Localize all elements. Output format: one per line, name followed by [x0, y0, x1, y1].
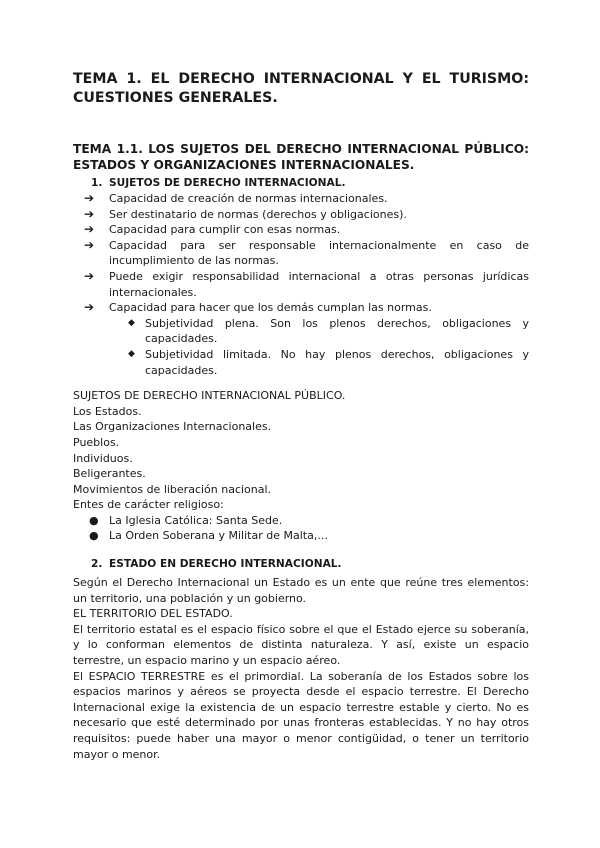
list-item — [73, 238, 529, 269]
list-item — [73, 513, 529, 529]
list-item-text: La Orden Soberana y Militar de Malta,... — [109, 529, 328, 543]
subject-item: Beligerantes. — [73, 467, 146, 481]
arrow-icon: ➔ — [84, 300, 95, 315]
section-1-title: SUJETOS DE DERECHO INTERNACIONAL. — [109, 177, 346, 189]
subject-item: Pueblos. — [73, 435, 120, 449]
list-item-text: Puede exigir responsabilidad internacional a otras personas jurídicas internacionales. — [109, 269, 529, 299]
section-1-heading — [73, 175, 529, 191]
list-item — [73, 222, 529, 238]
subjectivity-list — [73, 316, 529, 378]
capacities-list — [73, 191, 529, 316]
subject-item: Entes de carácter religioso: — [73, 498, 224, 512]
paragraph: El ESPACIO TERRESTRE es el primordial. La soberanía de los Estados sobre los espacios marinos y aéreos se proyecta desde el espacio terrestre. El Derecho Internacional exige la existencia de un espacio terrestre estable y cierto. No es necesario que esté determinado por unas fronteras establecidas. Y no hay otros requisitos: puede haber una mayor o menor contigüidad, o tener un territorio mayor o menor. — [73, 669, 529, 761]
list-item — [73, 316, 529, 347]
section-2-number: 2. — [91, 558, 103, 571]
paragraph: EL TERRITORIO DEL ESTADO. — [73, 607, 233, 621]
list-item-text: Ser destinatario de normas (derechos y obligaciones). — [109, 207, 407, 221]
list-item-text: Capacidad para ser responsable internacionalmente en caso de incumplimiento de las normas. — [109, 238, 529, 268]
list-item — [73, 300, 529, 316]
paragraph: Según el Derecho Internacional un Estado es un ente que reúne tres elementos: un territorio, una población y un gobierno. — [73, 576, 529, 605]
paragraph: El territorio estatal es el espacio físico sobre el que el Estado ejerce su soberanía, y lo conforman elementos de distinta naturaleza. Y así, existe un espacio terrestre, un espacio marino y un espacio aéreo. — [73, 622, 529, 668]
list-item — [73, 528, 529, 544]
bullet-dot-icon: ● — [89, 529, 99, 543]
section-2-heading — [73, 556, 529, 572]
list-item-text: Capacidad para hacer que los demás cumplan las normas. — [109, 301, 432, 315]
list-item — [73, 347, 529, 378]
bullet-dot-icon: ● — [89, 513, 99, 527]
subjects-heading: SUJETOS DE DERECHO INTERNACIONAL PÚBLICO. — [73, 389, 346, 403]
list-item — [73, 269, 529, 300]
religious-entities-list — [73, 513, 529, 544]
list-item-text: Subjetividad plena. Son los plenos derechos, obligaciones y capacidades. — [145, 316, 529, 346]
list-item — [73, 191, 529, 207]
document-subtitle: TEMA 1.1. LOS SUJETOS DEL DERECHO INTERNACIONAL PÚBLICO: ESTADOS Y ORGANIZACIONES INTERNACIONALES. — [73, 142, 529, 172]
subject-item: Movimientos de liberación nacional. — [73, 482, 272, 496]
section-2-title: ESTADO EN DERECHO INTERNACIONAL. — [109, 558, 342, 571]
arrow-icon: ➔ — [84, 191, 95, 205]
subject-item: Los Estados. — [73, 404, 142, 418]
diamond-icon: ◆ — [128, 348, 135, 359]
list-item-text: Capacidad para cumplir con esas normas. — [109, 223, 341, 237]
subject-item: Individuos. — [73, 451, 133, 465]
arrow-icon: ➔ — [84, 206, 95, 221]
arrow-icon: ➔ — [84, 268, 95, 283]
list-item-text: La Iglesia Católica: Santa Sede. — [109, 513, 283, 527]
list-item-text: Capacidad de creación de normas internacionales. — [109, 192, 388, 205]
arrow-icon: ➔ — [84, 222, 95, 237]
list-item — [73, 207, 529, 223]
section-1-number: 1. — [91, 177, 103, 189]
subject-item: Las Organizaciones Internacionales. — [73, 420, 272, 434]
document-title: TEMA 1. EL DERECHO INTERNACIONAL Y EL TURISMO: CUESTIONES GENERALES. — [73, 71, 529, 106]
diamond-icon: ◆ — [128, 317, 135, 328]
arrow-icon: ➔ — [84, 237, 95, 252]
list-item-text: Subjetividad limitada. No hay plenos derechos, obligaciones y capacidades. — [145, 347, 529, 377]
